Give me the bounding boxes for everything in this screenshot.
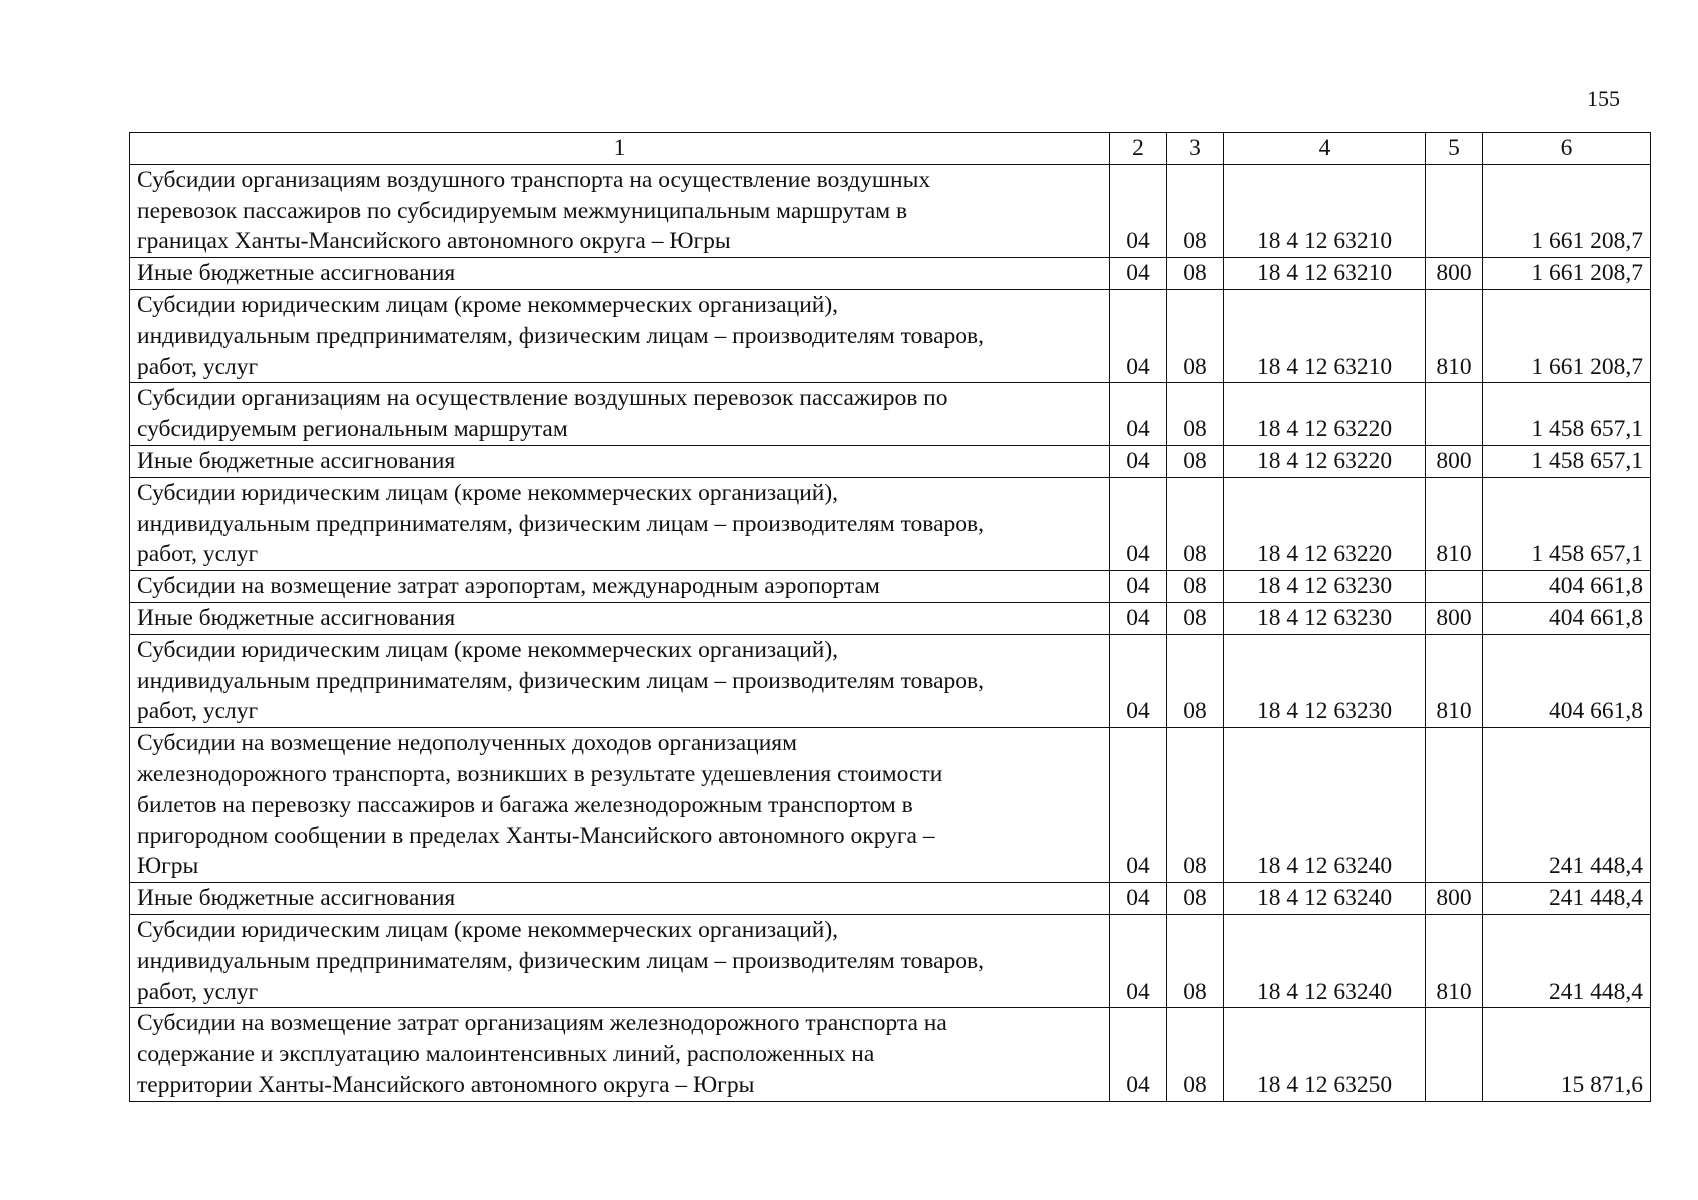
row-section: 04 xyxy=(1110,571,1167,603)
table-row xyxy=(130,571,1651,603)
row-amount: 1 458 657,1 xyxy=(1483,445,1651,477)
row-subsection: 08 xyxy=(1167,1008,1224,1101)
row-target-code: 18 4 12 63220 xyxy=(1224,445,1426,477)
row-amount: 15 871,6 xyxy=(1483,1008,1651,1101)
row-name: Иные бюджетные ассигнования xyxy=(130,883,1110,915)
row-subsection: 08 xyxy=(1167,602,1224,634)
row-section: 04 xyxy=(1110,1008,1167,1101)
table-row xyxy=(130,914,1651,1007)
row-amount: 1 661 208,7 xyxy=(1483,164,1651,257)
row-expense-type: 810 xyxy=(1426,477,1483,570)
row-section: 04 xyxy=(1110,634,1167,727)
row-section: 04 xyxy=(1110,445,1167,477)
row-expense-type: 810 xyxy=(1426,634,1483,727)
row-subsection: 08 xyxy=(1167,883,1224,915)
table-row xyxy=(130,383,1651,446)
row-name: Субсидии юридическим лицам (кроме некоммерческих организаций), индивидуальным предпринимателям, физическим лицам – производителям товаров, работ, услуг xyxy=(130,289,1110,382)
row-amount: 1 661 208,7 xyxy=(1483,289,1651,382)
row-target-code: 18 4 12 63230 xyxy=(1224,602,1426,634)
row-expense-type: 800 xyxy=(1426,602,1483,634)
row-target-code: 18 4 12 63230 xyxy=(1224,634,1426,727)
row-target-code: 18 4 12 63240 xyxy=(1224,883,1426,915)
table-row xyxy=(130,477,1651,570)
row-expense-type: 800 xyxy=(1426,258,1483,290)
table-row xyxy=(130,445,1651,477)
header-col-1: 1 xyxy=(130,133,1110,165)
header-col-3: 3 xyxy=(1167,133,1224,165)
row-subsection: 08 xyxy=(1167,383,1224,446)
row-section: 04 xyxy=(1110,164,1167,257)
row-name: Субсидии на возмещение затрат аэропортам, международным аэропортам xyxy=(130,571,1110,603)
table-row xyxy=(130,728,1651,883)
row-expense-type xyxy=(1426,164,1483,257)
row-subsection: 08 xyxy=(1167,258,1224,290)
row-target-code: 18 4 12 63210 xyxy=(1224,258,1426,290)
row-subsection: 08 xyxy=(1167,571,1224,603)
row-amount: 1 458 657,1 xyxy=(1483,383,1651,446)
row-amount: 1 458 657,1 xyxy=(1483,477,1651,570)
row-expense-type xyxy=(1426,571,1483,603)
row-section: 04 xyxy=(1110,258,1167,290)
row-section: 04 xyxy=(1110,914,1167,1007)
budget-table xyxy=(129,132,1651,1102)
row-target-code: 18 4 12 63210 xyxy=(1224,164,1426,257)
row-subsection: 08 xyxy=(1167,477,1224,570)
table-row xyxy=(130,164,1651,257)
row-subsection: 08 xyxy=(1167,164,1224,257)
row-name: Субсидии на возмещение недополученных доходов организациям железнодорожного транспорта, возникших в результате удешевления стоимости билетов на перевозку пассажиров и багажа железнодорожным транспортом в пригородном сообщении в пределах Ханты-Мансийского автономного округа – Югры xyxy=(130,728,1110,883)
row-amount: 241 448,4 xyxy=(1483,914,1651,1007)
row-name: Субсидии юридическим лицам (кроме некоммерческих организаций), индивидуальным предпринимателям, физическим лицам – производителям товаров, работ, услуг xyxy=(130,914,1110,1007)
row-expense-type: 810 xyxy=(1426,289,1483,382)
row-target-code: 18 4 12 63220 xyxy=(1224,477,1426,570)
row-name: Иные бюджетные ассигнования xyxy=(130,602,1110,634)
row-amount: 404 661,8 xyxy=(1483,602,1651,634)
row-amount: 1 661 208,7 xyxy=(1483,258,1651,290)
row-name: Субсидии организациям на осуществление воздушных перевозок пассажиров по субсидируемым региональным маршрутам xyxy=(130,383,1110,446)
row-section: 04 xyxy=(1110,883,1167,915)
row-subsection: 08 xyxy=(1167,289,1224,382)
row-target-code: 18 4 12 63240 xyxy=(1224,914,1426,1007)
table-header-row xyxy=(130,133,1651,165)
row-section: 04 xyxy=(1110,383,1167,446)
row-target-code: 18 4 12 63230 xyxy=(1224,571,1426,603)
table-row xyxy=(130,634,1651,727)
row-name: Субсидии юридическим лицам (кроме некоммерческих организаций), индивидуальным предпринимателям, физическим лицам – производителям товаров, работ, услуг xyxy=(130,477,1110,570)
row-expense-type: 800 xyxy=(1426,445,1483,477)
row-section: 04 xyxy=(1110,602,1167,634)
row-section: 04 xyxy=(1110,728,1167,883)
row-subsection: 08 xyxy=(1167,914,1224,1007)
table-row xyxy=(130,289,1651,382)
row-target-code: 18 4 12 63250 xyxy=(1224,1008,1426,1101)
row-amount: 404 661,8 xyxy=(1483,571,1651,603)
header-col-6: 6 xyxy=(1483,133,1651,165)
row-amount: 241 448,4 xyxy=(1483,883,1651,915)
row-subsection: 08 xyxy=(1167,634,1224,727)
row-name: Субсидии юридическим лицам (кроме некоммерческих организаций), индивидуальным предпринимателям, физическим лицам – производителям товаров, работ, услуг xyxy=(130,634,1110,727)
table-row xyxy=(130,883,1651,915)
row-name: Субсидии на возмещение затрат организациям железнодорожного транспорта на содержание и эксплуатацию малоинтенсивных линий, расположенных на территории Ханты-Мансийского автономного округа – Югры xyxy=(130,1008,1110,1101)
row-amount: 241 448,4 xyxy=(1483,728,1651,883)
row-target-code: 18 4 12 63240 xyxy=(1224,728,1426,883)
row-expense-type xyxy=(1426,383,1483,446)
row-name: Иные бюджетные ассигнования xyxy=(130,258,1110,290)
row-target-code: 18 4 12 63210 xyxy=(1224,289,1426,382)
row-name: Субсидии организациям воздушного транспорта на осуществление воздушных перевозок пассажиров по субсидируемым межмуниципальным маршрутам в границах Ханты-Мансийского автономного округа – Югры xyxy=(130,164,1110,257)
row-section: 04 xyxy=(1110,477,1167,570)
row-expense-type: 800 xyxy=(1426,883,1483,915)
table-row xyxy=(130,602,1651,634)
header-col-5: 5 xyxy=(1426,133,1483,165)
row-expense-type xyxy=(1426,1008,1483,1101)
row-expense-type: 810 xyxy=(1426,914,1483,1007)
page-number: 155 xyxy=(1587,86,1620,111)
row-subsection: 08 xyxy=(1167,445,1224,477)
header-col-2: 2 xyxy=(1110,133,1167,165)
row-expense-type xyxy=(1426,728,1483,883)
row-section: 04 xyxy=(1110,289,1167,382)
row-amount: 404 661,8 xyxy=(1483,634,1651,727)
row-name: Иные бюджетные ассигнования xyxy=(130,445,1110,477)
table-row xyxy=(130,258,1651,290)
header-col-4: 4 xyxy=(1224,133,1426,165)
row-target-code: 18 4 12 63220 xyxy=(1224,383,1426,446)
table-row xyxy=(130,1008,1651,1101)
row-subsection: 08 xyxy=(1167,728,1224,883)
